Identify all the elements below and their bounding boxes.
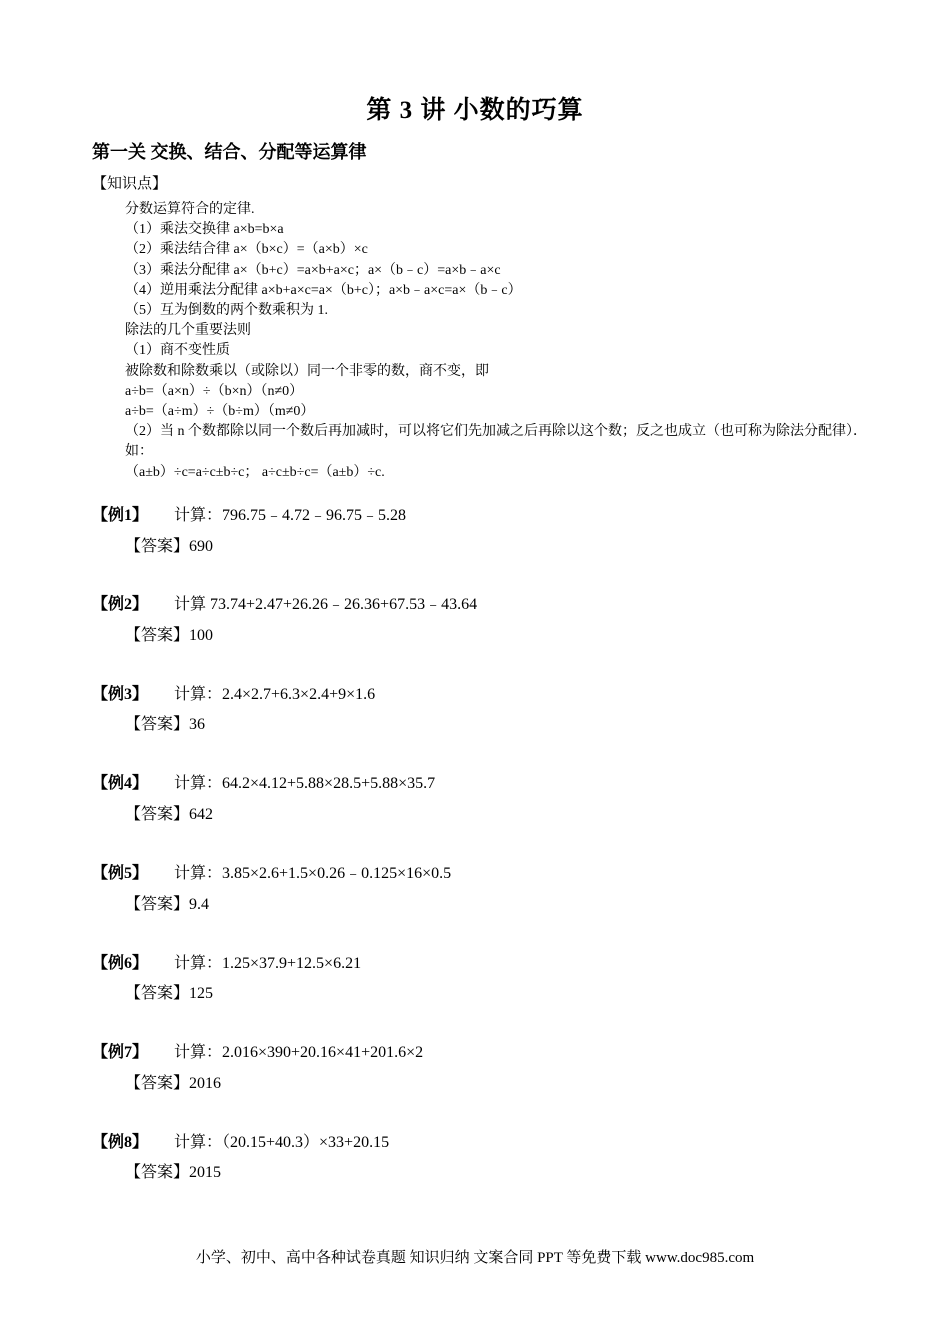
knowledge-line: （2）当 n 个数都除以同一个数后再加减时，可以将它们先加减之后再除以这个数；反之也成立（也可称为除法分配律）．如： — [125, 424, 867, 460]
answer-label: 【答案】 — [125, 538, 190, 555]
example-6 — [92, 950, 361, 973]
answer-value: 642 — [189, 806, 214, 823]
answer-4 — [125, 801, 213, 824]
example-label: 【例7】 — [92, 1044, 149, 1061]
answer-label: 【答案】 — [125, 896, 190, 913]
example-question: 计算 73.74+2.47+26.26﹣26.36+67.53﹣43.64 — [174, 596, 478, 613]
knowledge-line: （1）商不变性质 — [125, 343, 230, 359]
example-5 — [92, 860, 451, 883]
example-label: 【例6】 — [92, 955, 149, 972]
example-question: 计算：796.75﹣4.72﹣96.75﹣5.28 — [174, 507, 407, 524]
example-7 — [92, 1039, 423, 1062]
example-label: 【例8】 — [92, 1134, 149, 1151]
answer-label: 【答案】 — [125, 806, 190, 823]
example-question: 计算：3.85×2.6+1.5×0.26﹣0.125×16×0.5 — [174, 865, 452, 882]
answer-value: 100 — [189, 627, 214, 644]
footer-text: 小学、初中、高中各种试卷真题 知识归纳 文案合同 PPT 等免费下载 www.doc985.com — [195, 1250, 755, 1266]
answer-2 — [125, 622, 213, 645]
answer-value: 2015 — [189, 1164, 222, 1181]
knowledge-line: a÷b=（a÷m）÷（b÷m）（m≠0） — [125, 404, 315, 420]
page-title: 第 3 讲 小数的巧算 — [366, 97, 584, 124]
answer-8 — [125, 1159, 221, 1182]
knowledge-line: a÷b=（a×n）÷（b×n）（n≠0） — [125, 383, 304, 399]
knowledge-line: 除法的几个重要法则 — [125, 323, 251, 339]
answer-value: 690 — [189, 538, 214, 555]
knowledge-line: （2）乘法结合律 a×（b×c）=（a×b）×c — [125, 242, 368, 258]
example-question: 计算：64.2×4.12+5.88×28.5+5.88×35.7 — [174, 775, 436, 792]
answer-6 — [125, 980, 213, 1003]
answer-value: 125 — [189, 985, 214, 1002]
answer-label: 【答案】 — [125, 1164, 190, 1181]
knowledge-line: （3）乘法分配律 a×（b+c）=a×b+a×c；a×（b﹣c）=a×b﹣a×c — [125, 262, 501, 278]
example-2 — [92, 591, 477, 614]
example-question: 计算：（20.15+40.3）×33+20.15 — [174, 1134, 390, 1151]
knowledge-list — [125, 200, 870, 483]
example-3 — [92, 681, 375, 704]
answer-value: 2016 — [189, 1075, 222, 1092]
answer-label: 【答案】 — [125, 1075, 190, 1092]
knowledge-line: 分数运算符合的定律. — [125, 202, 255, 217]
example-label: 【例2】 — [92, 596, 149, 613]
example-label: 【例3】 — [92, 686, 149, 703]
answer-value: 9.4 — [189, 896, 210, 913]
answer-5 — [125, 891, 209, 914]
section-title: 第一关 交换、结合、分配等运算律 — [92, 142, 367, 162]
answer-label: 【答案】 — [125, 627, 190, 644]
answer-7 — [125, 1070, 221, 1093]
example-8 — [92, 1129, 389, 1152]
example-question: 计算：1.25×37.9+12.5×6.21 — [174, 955, 362, 972]
answer-1 — [125, 533, 213, 556]
example-label: 【例4】 — [92, 775, 149, 792]
answer-3 — [125, 711, 205, 734]
example-question: 计算：2.4×2.7+6.3×2.4+9×1.6 — [174, 686, 376, 703]
knowledge-line: （4）逆用乘法分配律 a×b+a×c=a×（b+c）；a×b﹣a×c=a×（b﹣c） — [125, 282, 522, 298]
example-question: 计算：2.016×390+20.16×41+201.6×2 — [174, 1044, 424, 1061]
knowledge-line: 被除数和除数乘以（或除以）同一个非零的数，商不变，即 — [125, 363, 489, 379]
knowledge-label: 【知识点】 — [92, 176, 168, 192]
example-4 — [92, 770, 435, 793]
answer-value: 36 — [189, 716, 206, 733]
knowledge-line: （a±b）÷c=a÷c±b÷c； a÷c±b÷c=（a±b）÷c. — [125, 464, 385, 480]
example-label: 【例1】 — [92, 507, 149, 524]
answer-label: 【答案】 — [125, 716, 190, 733]
example-label: 【例5】 — [92, 865, 149, 882]
knowledge-line: （1）乘法交换律 a×b=b×a — [125, 222, 284, 238]
knowledge-line: （5）互为倒数的两个数乘积为 1. — [125, 303, 328, 319]
example-1 — [92, 502, 406, 525]
answer-label: 【答案】 — [125, 985, 190, 1002]
